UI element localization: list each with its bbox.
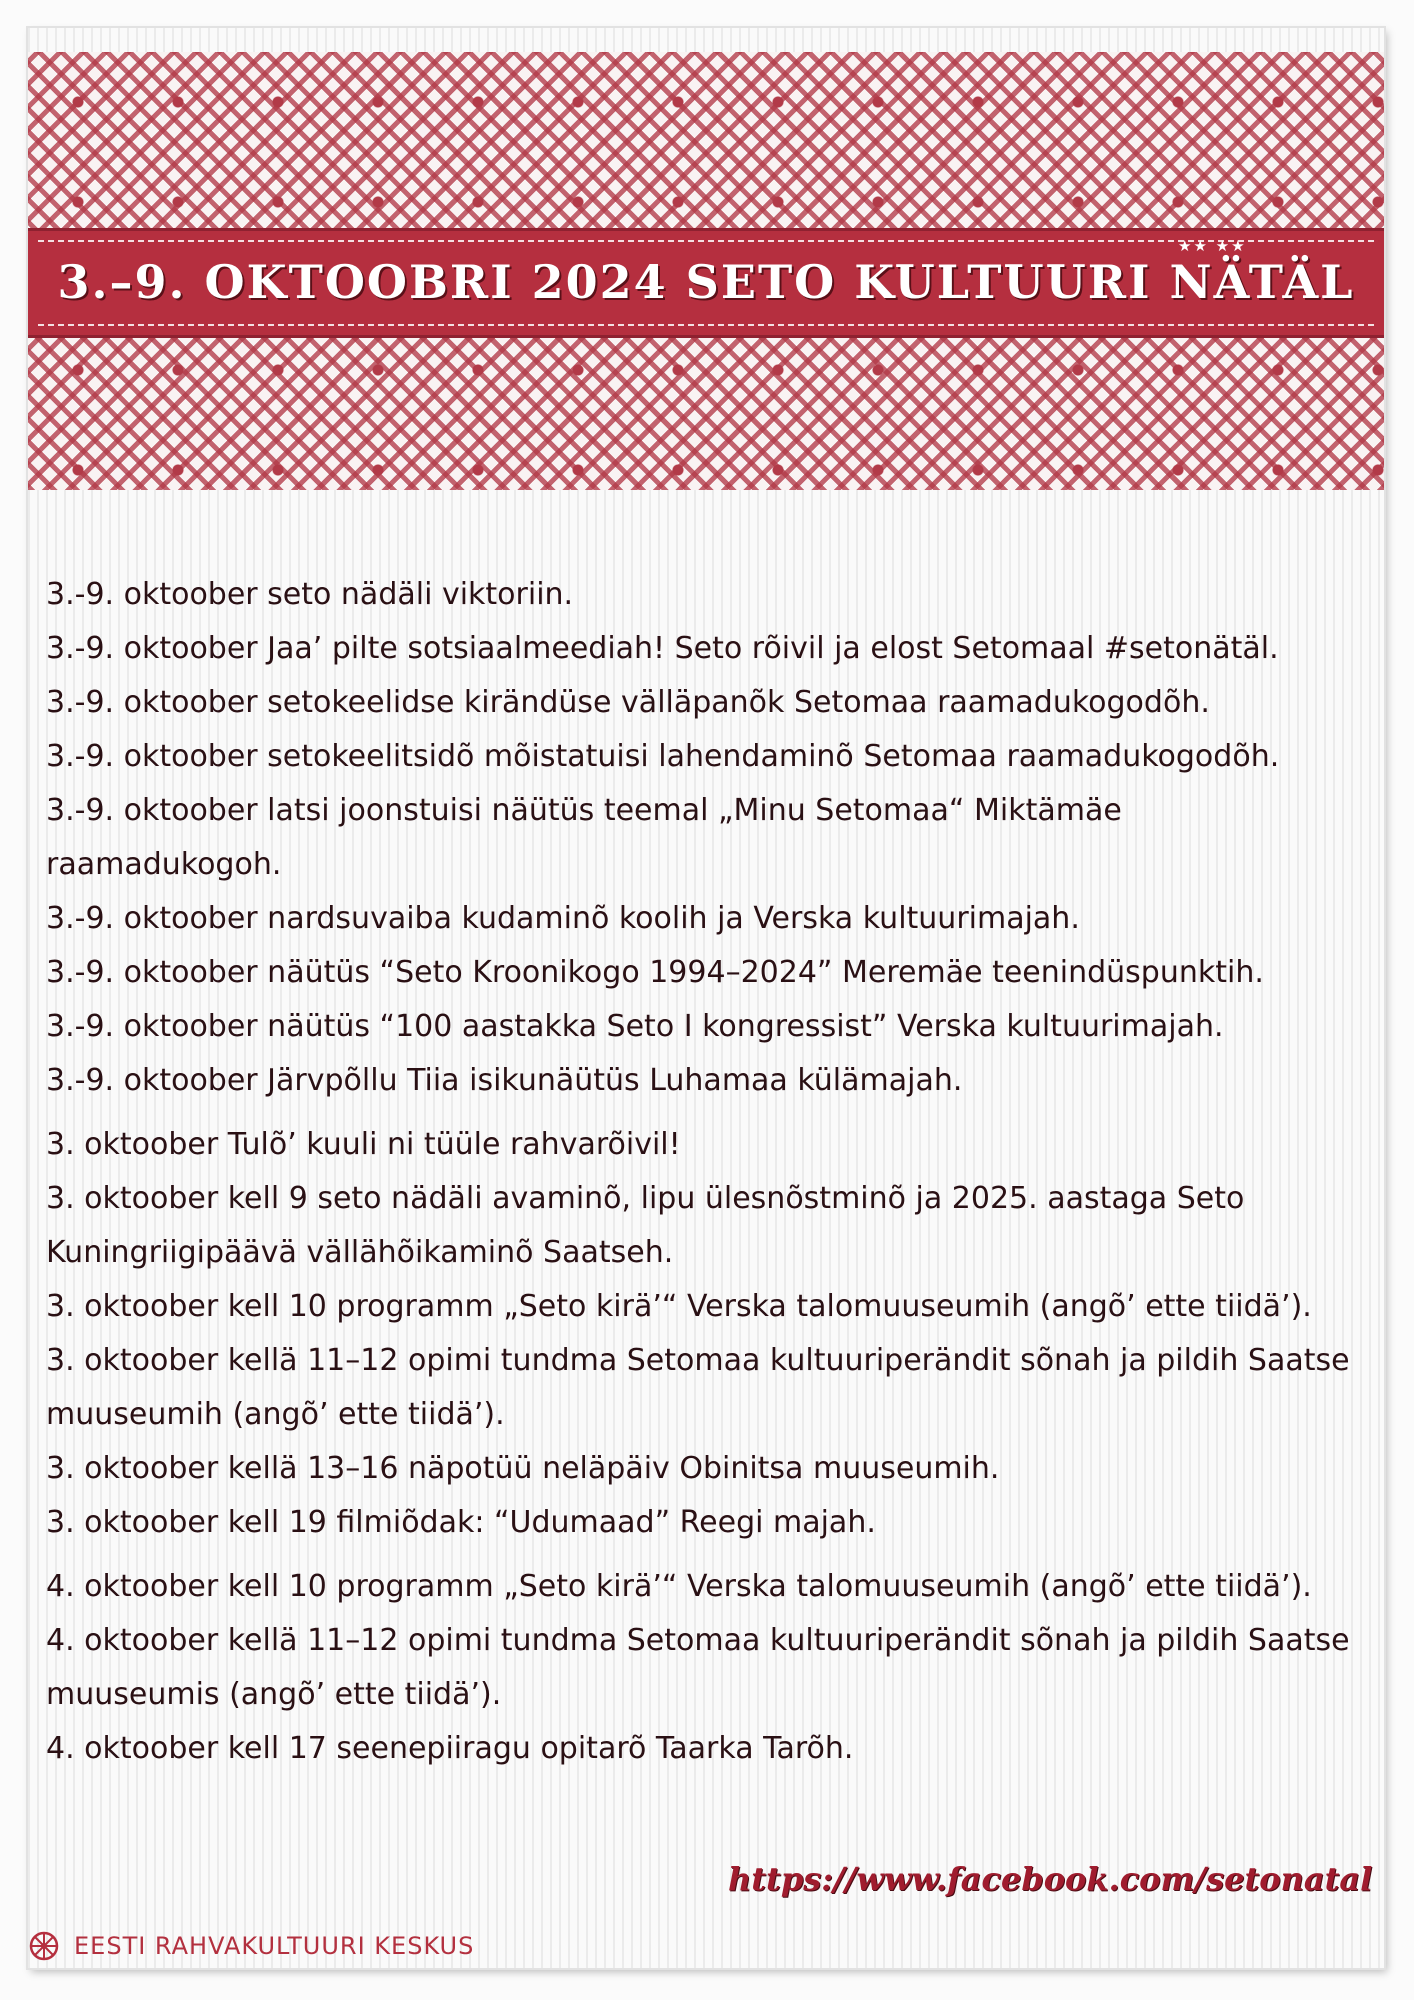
event-item: 4. oktoober kell 17 seenepiiragu opitarõ Taarka Tarõh. xyxy=(46,1731,854,1766)
event-item: 3.-9. oktoober näütüs “Seto Kroonikogo 1994–2024” Meremäe teenindüspunktih. xyxy=(46,955,1264,990)
star-emblem-icon xyxy=(28,1930,60,1962)
event-item: 3.-9. oktoober näütüs “100 aastakka Seto I kongressist” Verska kultuurimajah. xyxy=(46,1009,1224,1044)
ornament-pattern-bottom xyxy=(28,320,1384,490)
footer xyxy=(28,1926,474,1966)
event-item: 3.-9. oktoober setokeelitsidõ mõistatuisi lahendaminõ Setomaa raamadukogodõh. xyxy=(46,739,1280,774)
event-item: 4. oktoober kellä 11–12 opimi tundma Setomaa kultuuriperändit sõnah ja pildih Saatse muuseumis (angõ’ ette tiidä’). xyxy=(46,1623,1350,1712)
event-item: 3.-9. oktoober seto nädäli viktoriin. xyxy=(46,577,574,612)
event-item: 3. oktoober kell 10 programm „Seto kirä’“ Verska talomuuseumih (angõ’ ette tiidä’). xyxy=(46,1289,1312,1324)
event-list xyxy=(46,568,1376,1786)
ornament-pattern-top xyxy=(28,52,1384,248)
event-item: 3. oktoober Tulõ’ kuuli ni tüüle rahvarõivil! xyxy=(46,1127,681,1162)
event-item: 3.-9. oktoober Järvpõllu Tiia isikunäütüs Luhamaa külämajah. xyxy=(46,1063,963,1098)
title-banner xyxy=(28,228,1384,338)
poster-card xyxy=(28,28,1384,1968)
event-item: 3.-9. oktoober latsi joonstuisi näütüs teemal „Minu Setomaa“ Miktämäe raamadukogoh. xyxy=(46,793,1122,882)
banner-stars: ★★ ★★ xyxy=(1178,237,1247,255)
event-group-oct-4 xyxy=(46,1560,1376,1776)
event-item: 3. oktoober kellä 11–12 opimi tundma Setomaa kultuuriperändit sõnah ja pildih Saatse muuseumih (angõ’ ette tiidä’). xyxy=(46,1343,1350,1432)
event-item: 3. oktoober kellä 13–16 näpotüü neläpäiv Obinitsa muuseumih. xyxy=(46,1451,1000,1486)
event-item: 3.-9. oktoober setokeelidse kirändüse välläpanõk Setomaa raamadukogodõh. xyxy=(46,685,1210,720)
poster-title: 3.–9. OKTOOBRI 2024 SETO KULTUURI NÄTÄL xyxy=(57,255,1355,309)
event-item: 3.-9. oktoober nardsuvaiba kudaminõ koolih ja Verska kultuurimajah. xyxy=(46,901,1080,936)
event-item: 4. oktoober kell 10 programm „Seto kirä’“ Verska talomuuseumih (angõ’ ette tiidä’). xyxy=(46,1569,1312,1604)
event-group-week xyxy=(46,568,1376,1108)
event-item: 3.-9. oktoober Jaa’ pilte sotsiaalmeediah! Seto rõivil ja elost Setomaal #setonätäl. xyxy=(46,631,1279,666)
event-item: 3. oktoober kell 19 filmiõdak: “Udumaad” Reegi majah. xyxy=(46,1505,876,1540)
event-group-oct-3 xyxy=(46,1118,1376,1550)
facebook-link[interactable]: https://www.facebook.com/setonatal xyxy=(728,1860,1373,1898)
organization-name: EESTI RAHVAKULTUURI KESKUS xyxy=(74,1932,475,1960)
event-item: 3. oktoober kell 9 seto nädäli avaminõ, lipu ülesnõstminõ ja 2025. aastaga Seto Kuningriigipäävä vällähõikaminõ Saatseh. xyxy=(46,1181,1245,1270)
